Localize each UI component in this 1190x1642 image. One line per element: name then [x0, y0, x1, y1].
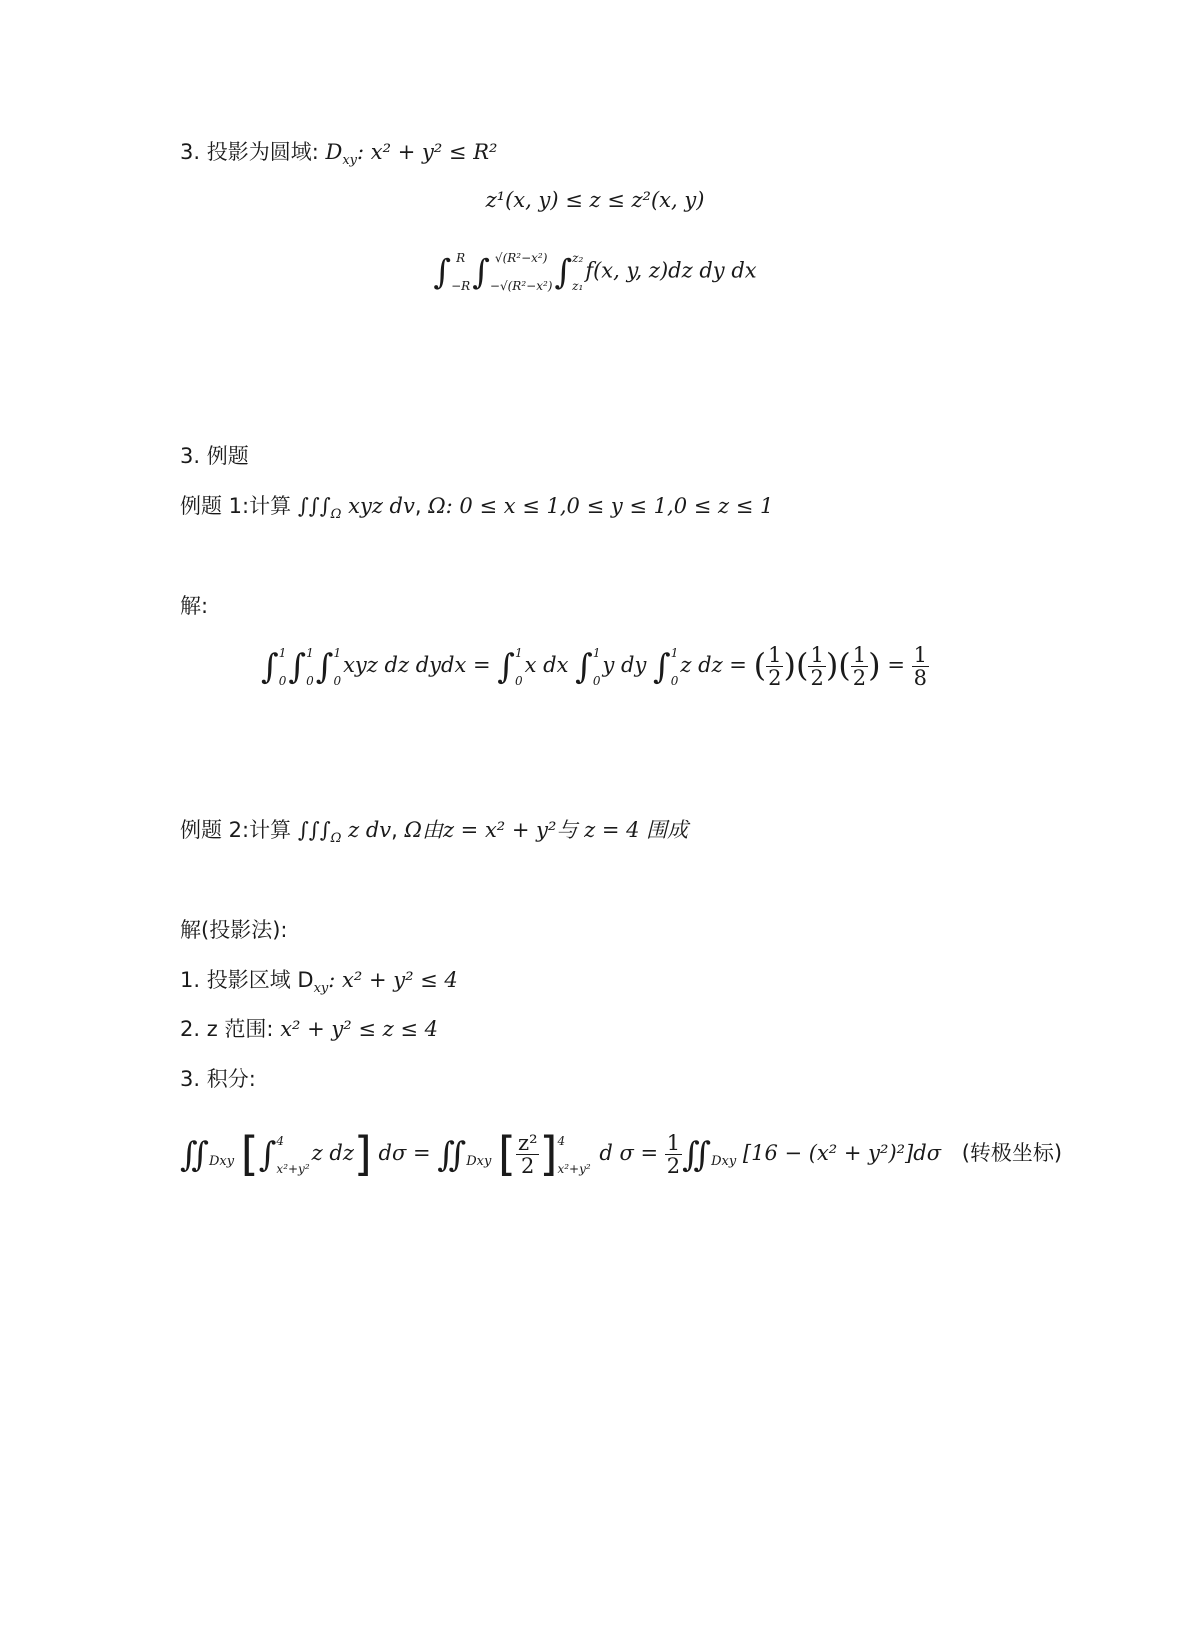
triple-integrand: f(x, y, z)dz dy dx — [585, 258, 757, 283]
example2-step2: 2. z 范围: x² + y² ≤ z ≤ 4 — [180, 1017, 438, 1041]
example1-statement: 例题 1:计算 $\int\int\int_\Omega$ xyz dv, Ω: 0 ≤ x ≤ 1,0 ≤ y ≤ 1,0 ≤ z ≤ 1 — [180, 494, 774, 523]
projection-heading — [180, 138, 498, 169]
domain-symbol: $D_{xy}$ — [325, 140, 358, 169]
example2-step3: 3. 积分: — [180, 1067, 256, 1091]
example2-solution-label: 解(投影法): — [180, 918, 288, 942]
example1-solution-label: 解: — [180, 594, 209, 618]
examples-heading: 3. 例题 — [180, 444, 249, 468]
integral-sign: ∫ — [554, 252, 573, 293]
domain-condition: : x² + y² ≤ R² — [357, 140, 498, 164]
example2-label: 例题 2:计算 — [180, 818, 292, 842]
example1-region: Ω: 0 ≤ x ≤ 1,0 ≤ y ≤ 1,0 ≤ z ≤ 1 — [428, 494, 774, 518]
integral-limits-inner: z₂ z₁ — [572, 251, 584, 293]
integral-limits-middle: √(R²−x²) −√(R²−x²) — [489, 251, 553, 293]
triple-integral-formula — [0, 252, 1190, 293]
example1-integral: $\int\int\int_\Omega$ xyz dv — [297, 494, 415, 523]
example2-integral-formula: $∬_{Dxy}$ [∫ 4 x²+y² z dz] $d\sigma = ∬_{Dxy}$ [ $\frac{\text{z²}}{2}$ ] 4 x²+y² d σ = $\frac{1}{2}$ $∬_{Dxy}$ [16 − (x² + y²)²]dσ (转极坐标) — [180, 1127, 1063, 1181]
integral-sign: ∫ — [433, 252, 452, 293]
example1-result: $\frac{1}{8}$ — [913, 643, 927, 690]
example2-integral: $\int\int\int_\Omega$ z dv — [297, 818, 392, 847]
polar-note: (转极坐标) — [961, 1141, 1063, 1165]
example2-region: Ω由z = x² + y²与 z = 4 围成 — [404, 818, 689, 842]
example1-solution-formula: ∫ 1 0 ∫ 1 0 ∫ 1 0 xyz dz dydx = ∫ 1 0 x dx ∫ 1 0 y dy ∫ 1 0 z dz = ( $\frac{1}{2}$ )( $\frac{1}{2}$ )( $\frac{1}{2}$ ) = $\frac{1}{8}$ — [261, 643, 927, 690]
example2-step1: 1. 投影区域 $D_{xy}$: x² + y² ≤ 4 — [180, 968, 458, 997]
integral-sign: ∫ — [472, 252, 490, 293]
z-range-formula: z¹(x, y) ≤ z ≤ z²(x, y) — [485, 188, 705, 212]
example2-statement: 例题 2:计算 $\int\int\int_\Omega$ z dv, Ω由z = x² + y²与 z = 4 围成 — [180, 818, 689, 847]
projection-label: 3. 投影为圆域: — [180, 140, 319, 164]
integral-limits-outer: R −R — [451, 251, 471, 293]
example1-label: 例题 1:计算 — [180, 494, 292, 518]
